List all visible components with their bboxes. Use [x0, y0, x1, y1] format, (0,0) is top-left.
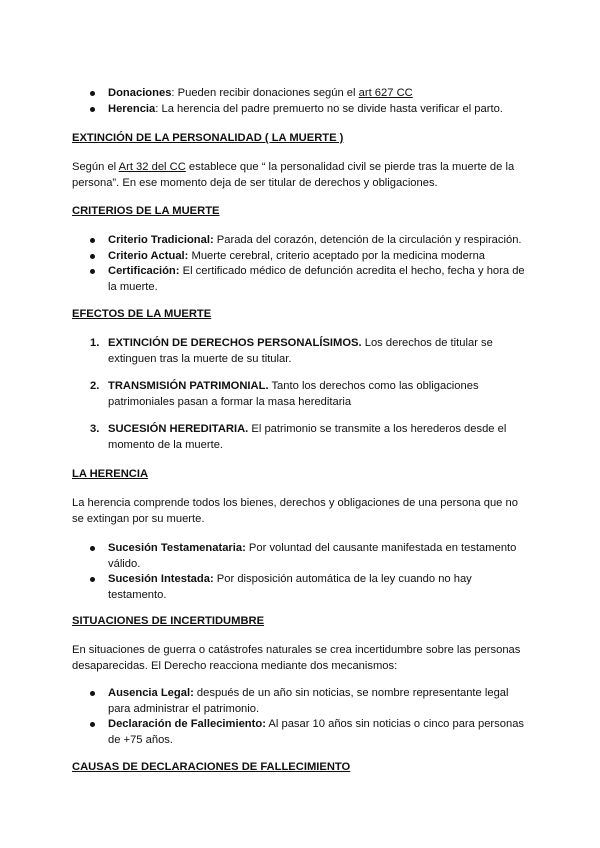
paragraph-text: Según el [72, 161, 119, 173]
criterios-list [72, 233, 528, 295]
efectos-numbered-list [72, 336, 528, 367]
bullet-text: después de un año sin noticias, se nombre representante legal para administrar el patrimonio. [108, 687, 509, 715]
list-item [72, 249, 528, 265]
incertidumbre-list [72, 686, 528, 748]
section-heading-causas: CAUSAS DE DECLARACIONES DE FALLECIMIENTO [72, 761, 351, 773]
item-number: 1. [90, 337, 100, 349]
item-text: El patrimonio se transmite a los herederos desde el momento de la muerte. [108, 423, 507, 451]
list-item [72, 233, 528, 249]
item-term: EXTINCIÓN DE DERECHOS PERSONALÍSIMOS. [108, 337, 362, 349]
bullet-text: Por disposición automática de la ley cuando no hay testamento. [108, 573, 472, 601]
herencia-paragraph: La herencia comprende todos los bienes, derechos y obligaciones de una persona que no se extingan por su muerte. [72, 497, 518, 525]
section-heading-incertidumbre: SITUACIONES DE INCERTIDUMBRE [72, 615, 265, 627]
top-bullet-list [72, 86, 528, 117]
list-item [72, 422, 528, 453]
bullet-term: Ausencia Legal: [108, 687, 194, 699]
bullet-text: Parada del corazón, detención de la circulación y respiración. [213, 234, 522, 246]
list-item [72, 336, 528, 367]
efectos-numbered-list [72, 422, 528, 453]
bullet-term: Declaración de Fallecimiento: [108, 718, 266, 730]
item-term: TRANSMISIÓN PATRIMONIAL. [108, 380, 269, 392]
bullet-text: : La herencia del padre premuerto no se divide hasta verificar el parto. [155, 102, 503, 115]
article-link[interactable]: Art 32 del CC [118, 161, 186, 173]
list-item [72, 379, 528, 410]
article-link[interactable]: art 627 CC [358, 87, 413, 99]
bullet-text: El certificado médico de defunción acredita el hecho, fecha y hora de la muerte. [108, 265, 525, 293]
bullet-text: Muerte cerebral, criterio aceptado por la medicina moderna [188, 249, 486, 262]
bullet-term: Sucesión Testamenataria: [108, 542, 246, 554]
bullet-text: Por voluntad del causante manifestada en testamento válido. [108, 542, 517, 570]
list-item [72, 264, 528, 295]
item-text: Los derechos de titular se extinguen tras la muerte de su titular. [108, 337, 493, 365]
item-term: SUCESIÓN HEREDITARIA. [108, 423, 249, 435]
list-item [72, 541, 528, 572]
section-heading-extincion: EXTINCIÓN DE LA PERSONALIDAD ( LA MUERTE ) [72, 132, 344, 144]
section-heading-efectos: EFECTOS DE LA MUERTE [72, 308, 212, 320]
bullet-term: Certificación: [108, 265, 180, 277]
list-item [72, 686, 528, 717]
bullet-term: Criterio Tradicional: [108, 234, 214, 246]
bullet-text: Al pasar 10 años sin noticias o cinco para personas de +75 años. [108, 718, 525, 746]
item-text: Tanto los derechos como las obligaciones patrimoniales pasan a formar la masa hereditaria [108, 380, 479, 408]
bullet-term: Herencia [108, 102, 156, 115]
incertidumbre-paragraph: En situaciones de guerra o catástrofes naturales se crea incertidumbre sobre las personas desaparecidas. El Derecho reacciona mediante dos mecanismos: [72, 644, 521, 672]
list-item [72, 102, 528, 118]
efectos-numbered-list [72, 379, 528, 410]
list-item [72, 717, 528, 748]
bullet-term: Sucesión Intestada: [108, 573, 214, 585]
bullet-text: : Pueden recibir donaciones según el [171, 87, 359, 99]
item-number: 2. [90, 380, 100, 392]
list-item [72, 572, 528, 603]
bullet-term: Criterio Actual: [108, 249, 189, 262]
extincion-paragraph [72, 160, 528, 191]
herencia-list [72, 541, 528, 603]
list-item [72, 86, 528, 102]
paragraph-text: establece que “ la personalidad civil se pierde tras la muerte de la persona”. En ese momento deja de ser titular de derechos y obligaciones. [72, 161, 515, 189]
section-heading-criterios: CRITERIOS DE LA MUERTE [72, 205, 220, 217]
item-number: 3. [90, 423, 100, 435]
bullet-term: Donaciones [108, 87, 172, 99]
section-heading-herencia: LA HERENCIA [72, 468, 149, 480]
